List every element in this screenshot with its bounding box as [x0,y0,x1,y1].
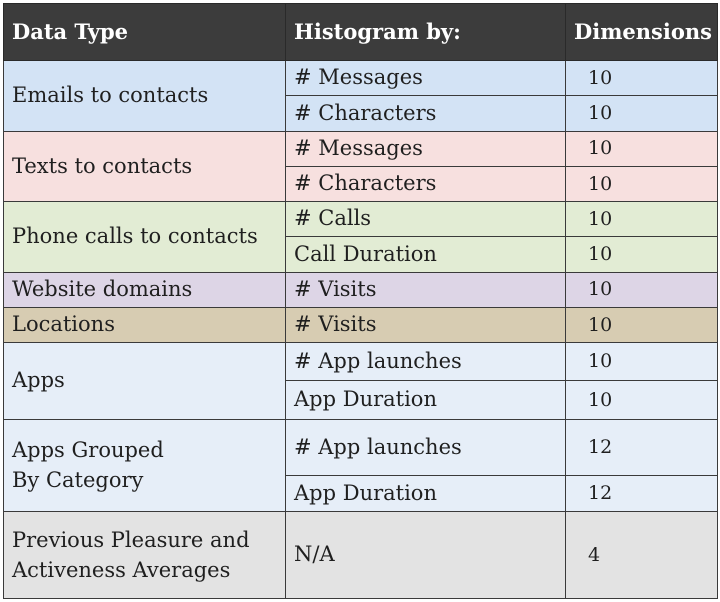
histogram-cell: # Characters [286,96,566,131]
dimensions-cell: 10 [566,61,718,96]
dimensions-cell: 10 [566,381,718,419]
table-row [4,202,718,237]
histogram-cell: # Visits [286,272,566,307]
table-row [4,512,718,599]
dimensions-cell: 10 [566,166,718,201]
histogram-cell: # Calls [286,202,566,237]
header-row [4,4,718,61]
dimensions-cell: 12 [566,475,718,511]
header-histogram-by: Histogram by: [286,4,566,61]
data-type-table [3,3,718,599]
dimensions-cell: 10 [566,131,718,166]
table-row [4,343,718,381]
header-data-type: Data Type [4,4,286,61]
dimensions-cell: 10 [566,237,718,272]
histogram-cell: # Messages [286,131,566,166]
histogram-cell: N/A [286,512,566,599]
data-type-emails: Emails to contacts [4,61,286,132]
dimensions-cell: 10 [566,272,718,307]
histogram-cell: # Messages [286,61,566,96]
histogram-cell: # Visits [286,307,566,342]
table-row [4,307,718,342]
table-row [4,131,718,166]
histogram-cell: App Duration [286,381,566,419]
header-dimensions: Dimensions [566,4,718,61]
table-row [4,61,718,96]
type-line: Previous Pleasure and [12,527,250,552]
type-line: Activeness Averages [12,558,231,583]
histogram-cell: Call Duration [286,237,566,272]
table-row [4,272,718,307]
type-line: Apps Grouped [12,437,164,462]
data-type-texts: Texts to contacts [4,131,286,202]
dimensions-cell: 10 [566,202,718,237]
type-line: By Category [12,468,144,493]
table-row [4,419,718,475]
dimensions-cell: 10 [566,307,718,342]
data-type-locations: Locations [4,307,286,342]
data-type-apps: Apps [4,343,286,420]
histogram-cell: # Characters [286,166,566,201]
data-type-previous-pleasure [4,512,286,599]
data-type-phone-calls: Phone calls to contacts [4,202,286,273]
histogram-cell: # App launches [286,343,566,381]
dimensions-cell: 10 [566,343,718,381]
dimensions-cell: 4 [566,512,718,599]
data-type-apps-grouped [4,419,286,512]
data-type-website-domains: Website domains [4,272,286,307]
dimensions-cell: 10 [566,96,718,131]
histogram-cell: App Duration [286,475,566,511]
histogram-cell: # App launches [286,419,566,475]
dimensions-cell: 12 [566,419,718,475]
